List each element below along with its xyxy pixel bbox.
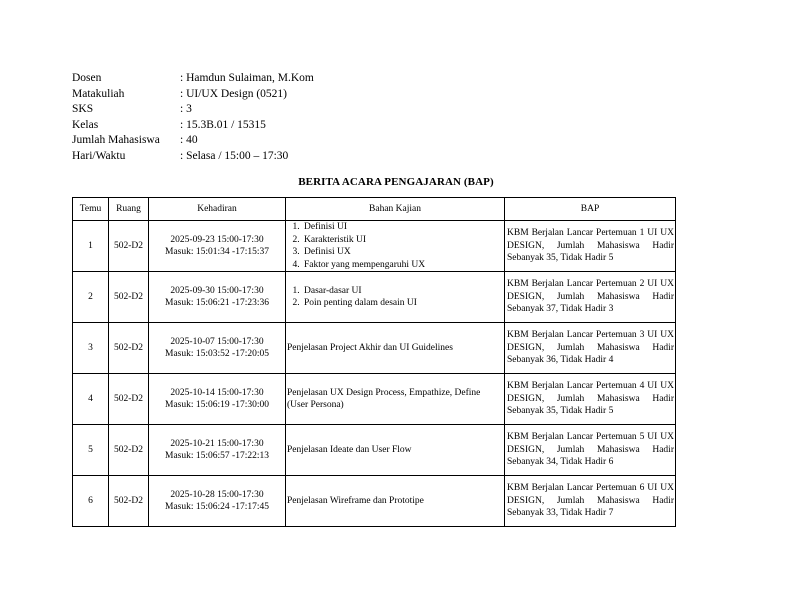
info-value: : UI/UX Design (0521): [180, 87, 287, 100]
info-row-sks: [72, 102, 314, 118]
info-row-kelas: [72, 118, 314, 134]
header-temu: Temu: [73, 198, 109, 221]
info-row-dosen: [72, 71, 314, 87]
info-label: Hari/Waktu: [72, 149, 126, 162]
table-row: [73, 374, 676, 425]
table-row: [73, 476, 676, 527]
cell-temu: 6: [73, 476, 109, 527]
attendance-schedule: 2025-10-28 15:00-17:30: [170, 489, 264, 500]
attendance-masuk: Masuk: 15:06:19 -17:30:00: [165, 400, 269, 410]
table-row: [73, 272, 676, 323]
cell-ruang: 502-D2: [109, 476, 149, 527]
table-row: [73, 425, 676, 476]
topic-item: 1. Dasar-dasar UI: [302, 285, 503, 298]
cell-bahan-kajian: [286, 272, 505, 323]
cell-ruang: 502-D2: [109, 425, 149, 476]
cell-kehadiran: [149, 272, 286, 323]
cell-bap: KBM Berjalan Lancar Pertemuan 3 UI UX DESIGN, Jumlah Mahasiswa Hadir Sebanyak 36, Tidak Hadir 4: [505, 323, 676, 374]
cell-ruang: 502-D2: [109, 374, 149, 425]
info-label: Dosen: [72, 72, 102, 84]
cell-bahan-kajian: [286, 323, 505, 374]
cell-bahan-kajian: [286, 425, 505, 476]
attendance-schedule: 2025-10-21 15:00-17:30: [170, 438, 264, 449]
topic-text: Penjelasan Wireframe dan Prototipe: [287, 495, 424, 506]
topic-item: 2. Karakteristik UI: [302, 234, 503, 247]
attendance-schedule: 2025-10-14 15:00-17:30: [170, 387, 264, 398]
info-row-jumlah-mahasiswa: [72, 133, 314, 149]
header-bap: BAP: [505, 198, 676, 221]
topic-list: [287, 221, 503, 271]
attendance-masuk: Masuk: 15:06:24 -17:17:45: [165, 502, 269, 512]
header-ruang: Ruang: [109, 198, 149, 221]
info-row-matakuliah: [72, 87, 314, 103]
cell-temu: 4: [73, 374, 109, 425]
cell-kehadiran: [149, 425, 286, 476]
cell-kehadiran: [149, 221, 286, 272]
table-body: [73, 221, 676, 527]
table-row: [73, 221, 676, 272]
info-value: : 40: [180, 134, 198, 146]
topic-item: 1. Definisi UI: [302, 221, 503, 234]
info-label: Matakuliah: [72, 87, 125, 100]
cell-temu: 2: [73, 272, 109, 323]
info-label: Kelas: [72, 118, 99, 131]
attendance-schedule: 2025-10-07 15:00-17:30: [170, 336, 264, 347]
course-info: [72, 71, 314, 164]
topic-item: 3. Definisi UX: [302, 246, 503, 259]
topic-item: 4. Faktor yang mempengaruhi UX: [302, 259, 503, 272]
cell-bap: KBM Berjalan Lancar Pertemuan 2 UI UX DESIGN, Jumlah Mahasiswa Hadir Sebanyak 37, Tidak Hadir 3: [505, 272, 676, 323]
bap-table: [72, 197, 676, 527]
header-kehadiran: Kehadiran: [149, 198, 286, 221]
info-value: : Hamdun Sulaiman, M.Kom: [180, 72, 314, 84]
info-value: : 15.3B.01 / 15315: [180, 118, 266, 131]
cell-bap: KBM Berjalan Lancar Pertemuan 4 UI UX DESIGN, Jumlah Mahasiswa Hadir Sebanyak 35, Tidak Hadir 5: [505, 374, 676, 425]
info-label: Jumlah Mahasiswa: [72, 134, 160, 146]
cell-bap: KBM Berjalan Lancar Pertemuan 6 UI UX DESIGN, Jumlah Mahasiswa Hadir Sebanyak 33, Tidak Hadir 7: [505, 476, 676, 527]
cell-bap: KBM Berjalan Lancar Pertemuan 5 UI UX DESIGN, Jumlah Mahasiswa Hadir Sebanyak 34, Tidak Hadir 6: [505, 425, 676, 476]
attendance-masuk: Masuk: 15:06:57 -17:22:13: [165, 451, 269, 461]
cell-ruang: 502-D2: [109, 323, 149, 374]
cell-kehadiran: [149, 476, 286, 527]
attendance-schedule: 2025-09-30 15:00-17:30: [170, 285, 264, 296]
cell-bap: KBM Berjalan Lancar Pertemuan 1 UI UX DESIGN, Jumlah Mahasiswa Hadir Sebanyak 35, Tidak Hadir 5: [505, 221, 676, 272]
topic-text: Penjelasan UX Design Process, Empathize, Define (User Persona): [287, 387, 481, 410]
cell-temu: 5: [73, 425, 109, 476]
topic-list: [287, 285, 503, 310]
cell-bahan-kajian: [286, 374, 505, 425]
cell-ruang: 502-D2: [109, 272, 149, 323]
document-title: BERITA ACARA PENGAJARAN (BAP): [298, 176, 494, 188]
cell-bahan-kajian: [286, 221, 505, 272]
cell-bahan-kajian: [286, 476, 505, 527]
cell-kehadiran: [149, 323, 286, 374]
topic-item: 2. Poin penting dalam desain UI: [302, 297, 503, 310]
attendance-schedule: 2025-09-23 15:00-17:30: [170, 234, 264, 245]
topic-text: Penjelasan Ideate dan User Flow: [287, 444, 412, 455]
info-row-hari-waktu: [72, 149, 314, 165]
cell-temu: 1: [73, 221, 109, 272]
cell-ruang: 502-D2: [109, 221, 149, 272]
topic-text: Penjelasan Project Akhir dan UI Guidelines: [287, 342, 453, 353]
attendance-masuk: Masuk: 15:03:52 -17:20:05: [165, 349, 269, 359]
attendance-masuk: Masuk: 15:01:34 -17:15:37: [165, 247, 269, 257]
table-header-row: [73, 198, 676, 221]
info-value: : 3: [180, 103, 192, 115]
info-label: SKS: [72, 103, 94, 115]
header-bahan-kajian: Bahan Kajian: [286, 198, 505, 221]
attendance-masuk: Masuk: 15:06:21 -17:23:36: [165, 298, 269, 308]
table-row: [73, 323, 676, 374]
cell-temu: 3: [73, 323, 109, 374]
cell-kehadiran: [149, 374, 286, 425]
info-value: : Selasa / 15:00 – 17:30: [180, 149, 289, 162]
